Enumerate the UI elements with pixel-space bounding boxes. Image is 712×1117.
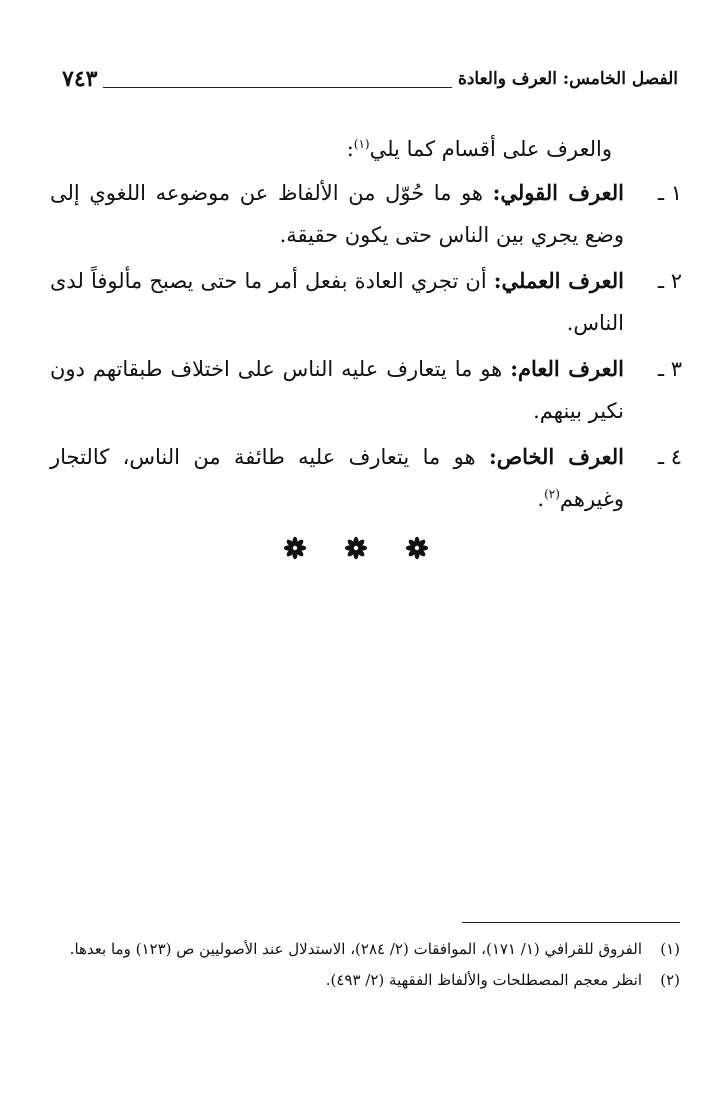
intro-paragraph	[50, 128, 682, 170]
footnote-ref-2: (٢)	[544, 487, 560, 501]
item-number: ٤ ـ	[657, 445, 682, 469]
item-number: ١ ـ	[657, 181, 682, 205]
item-content	[50, 260, 624, 344]
footnote-ref-1: (١)	[353, 137, 370, 151]
footnote-number: (١)	[660, 940, 680, 958]
item-text: هو ما يتعارف عليه الناس على اختلاف طبقاتهم دون نكير بينهم.	[50, 357, 624, 423]
item-content	[50, 348, 624, 432]
footnote-separator	[462, 922, 680, 923]
item-term: العرف الخاص:	[488, 444, 624, 469]
item-term: العرف العملي:	[493, 268, 624, 293]
asterisk-flower-icon	[405, 536, 429, 560]
asterisk-flower-icon	[283, 536, 307, 560]
item-text: هو ما حُوّل من الألفاظ عن موضوعه اللغوي إلى وضع يجري بين الناس حتى يكون حقيقة.	[50, 181, 624, 247]
header-rule	[103, 87, 451, 88]
item-content	[50, 436, 624, 520]
item-text: أن تجري العادة بفعل أمر ما حتى يصبح مألوفاً لدى الناس.	[50, 269, 624, 335]
main-text	[50, 128, 682, 524]
section-ornament	[0, 536, 712, 560]
list-item	[50, 436, 682, 520]
list-item	[50, 348, 682, 432]
footnotes	[50, 936, 680, 998]
item-text: هو ما يتعارف عليه طائفة من الناس، كالتجار وغيرهم	[50, 445, 624, 511]
item-number: ٢ ـ	[657, 269, 682, 293]
page-number: ٧٤٣	[62, 66, 98, 92]
intro-text: والعرف على أقسام كما يلي	[369, 137, 612, 161]
item-period: .	[537, 487, 545, 511]
footnote-text: الفروق للقرافي (١/ ١٧١)، الموافقات (٢/ ٢٨٤)، الاستدلال عند الأصوليين ص (١٢٣) وما بعدها.	[69, 940, 642, 958]
item-term: العرف القولي:	[492, 180, 625, 205]
list-item	[50, 260, 682, 344]
item-term: العرف العام:	[510, 356, 624, 381]
item-number: ٣ ـ	[657, 357, 682, 381]
chapter-title: الفصل الخامس: العرف والعادة	[457, 69, 678, 89]
footnote	[50, 936, 680, 963]
list-item	[50, 172, 682, 256]
footnote	[50, 967, 680, 994]
footnote-number: (٢)	[660, 971, 680, 989]
running-header	[62, 62, 678, 92]
item-content	[50, 172, 624, 256]
asterisk-flower-icon	[344, 536, 368, 560]
footnote-text: انظر معجم المصطلحات والألفاظ الفقهية (٢/ ٤٩٣).	[325, 971, 642, 989]
intro-colon: :	[346, 137, 354, 161]
